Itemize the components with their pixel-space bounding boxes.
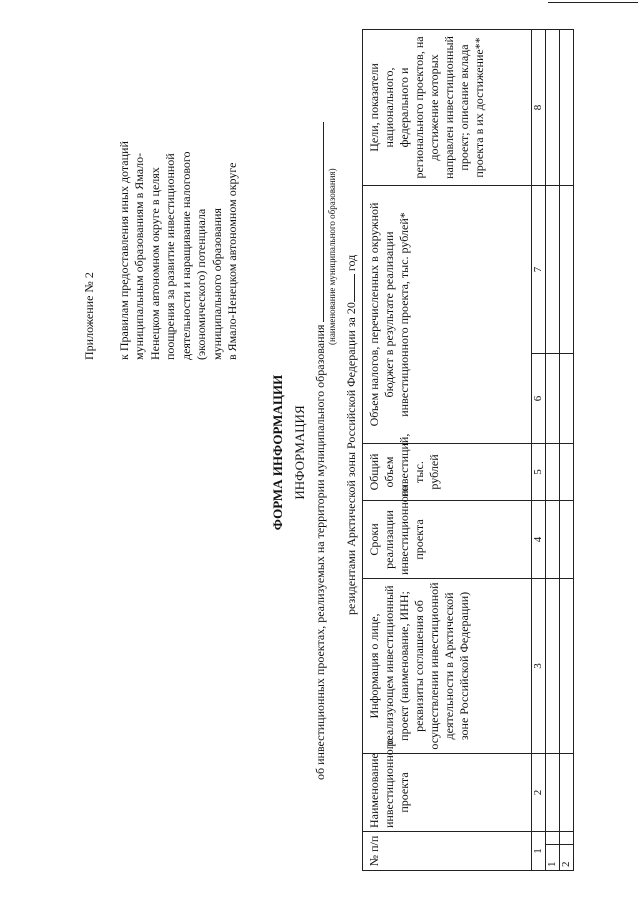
investment-projects-table <box>362 29 574 871</box>
table-row <box>546 29 560 870</box>
column-number-cell: 5 <box>532 443 546 500</box>
table-cell[interactable] <box>560 185 574 353</box>
table-header-row <box>363 29 532 870</box>
table-cell[interactable] <box>560 500 574 578</box>
table-cell[interactable] <box>560 29 574 185</box>
appendix-line: поощрения за развитие инвестиционной <box>163 153 177 360</box>
table-cell[interactable] <box>560 353 574 443</box>
header-cell-implementer-info: Информация о лице, реализующем инвестиционный проект (наименование, ИНН; реквизиты соглашения об осуществлении инвестиционной деятельности в Арктической зоне Российской Федерации) <box>363 578 532 753</box>
column-number-row <box>532 29 546 870</box>
header-cell-taxes: Объем налогов, перечисленных в окружной бюджет в результате реализации инвестиционного проекта, тыс. рублей* <box>363 185 532 443</box>
table-cell[interactable] <box>546 500 560 578</box>
appendix-line: в Ямало-Ненецком автономном округе <box>225 162 239 360</box>
table-cell[interactable] <box>546 29 560 185</box>
year-word: год <box>344 254 358 272</box>
appendix-block <box>82 30 241 360</box>
column-number-cell: 8 <box>532 29 546 185</box>
table-row <box>560 29 574 870</box>
appendix-line: (экономического) потенциала <box>194 208 208 360</box>
period-line <box>343 255 359 615</box>
column-number-cell: 1 <box>532 831 546 870</box>
header-cell-number: № п/п <box>363 831 532 870</box>
table-cell[interactable] <box>560 578 574 753</box>
subject-line <box>311 122 328 780</box>
table-cell[interactable] <box>560 831 574 844</box>
subject-text: об инвестиционных проектах, реализуемых на территории муниципального образования <box>313 324 327 780</box>
municipality-hint: (наименование муниципального образования) <box>327 168 337 345</box>
column-number-cell: 7 <box>532 185 546 353</box>
table-cell[interactable] <box>560 753 574 831</box>
municipality-blank-field[interactable] <box>311 122 324 322</box>
period-text: резидентами Арктической зоны Российской Федерации за 20 <box>344 302 358 615</box>
row-number-cell: 2 <box>560 845 574 871</box>
table-cell[interactable] <box>560 443 574 500</box>
header-cell-goals: Цели, показатели национального, федерального и регионального проектов, на достижение которых направлен инвестиционный проект; описание вклада проекта в их достижение** <box>363 29 532 185</box>
appendix-line: муниципального образования <box>209 208 224 360</box>
appendix-line: муниципальным образованиям в Ямало- <box>132 152 146 360</box>
column-number-cell: 3 <box>532 578 546 753</box>
row-number-cell: 1 <box>546 845 560 871</box>
appendix-line: Ненецком автономном округе в целях <box>147 167 162 360</box>
table-cell[interactable] <box>546 578 560 753</box>
appendix-line: деятельности и наращивание налогового <box>178 151 193 360</box>
info-title: ИНФОРМАЦИЯ <box>292 405 307 500</box>
header-cell-investment-volume: Общий объем инвестиций, тыс. рублей <box>363 443 532 500</box>
column-number-cell: 4 <box>532 500 546 578</box>
year-blank-field[interactable] <box>343 274 355 302</box>
header-cell-project-name: Наименование инвестиционного проекта <box>363 753 532 831</box>
header-cell-timeline: Сроки реализации инвестиционного проекта <box>363 500 532 578</box>
appendix-number: Приложение № 2 <box>82 272 96 360</box>
table-cell[interactable] <box>546 353 560 443</box>
appendix-line: к Правилам предоставления иных дотаций <box>116 141 131 360</box>
column-number-cell: 2 <box>532 753 546 831</box>
column-number-cell: 6 <box>532 353 546 443</box>
form-title: ФОРМА ИНФОРМАЦИИ <box>270 374 285 531</box>
table-cell[interactable] <box>546 753 560 831</box>
table-cell[interactable] <box>546 443 560 500</box>
table-cell[interactable] <box>546 185 560 353</box>
table-cell[interactable] <box>546 831 560 844</box>
